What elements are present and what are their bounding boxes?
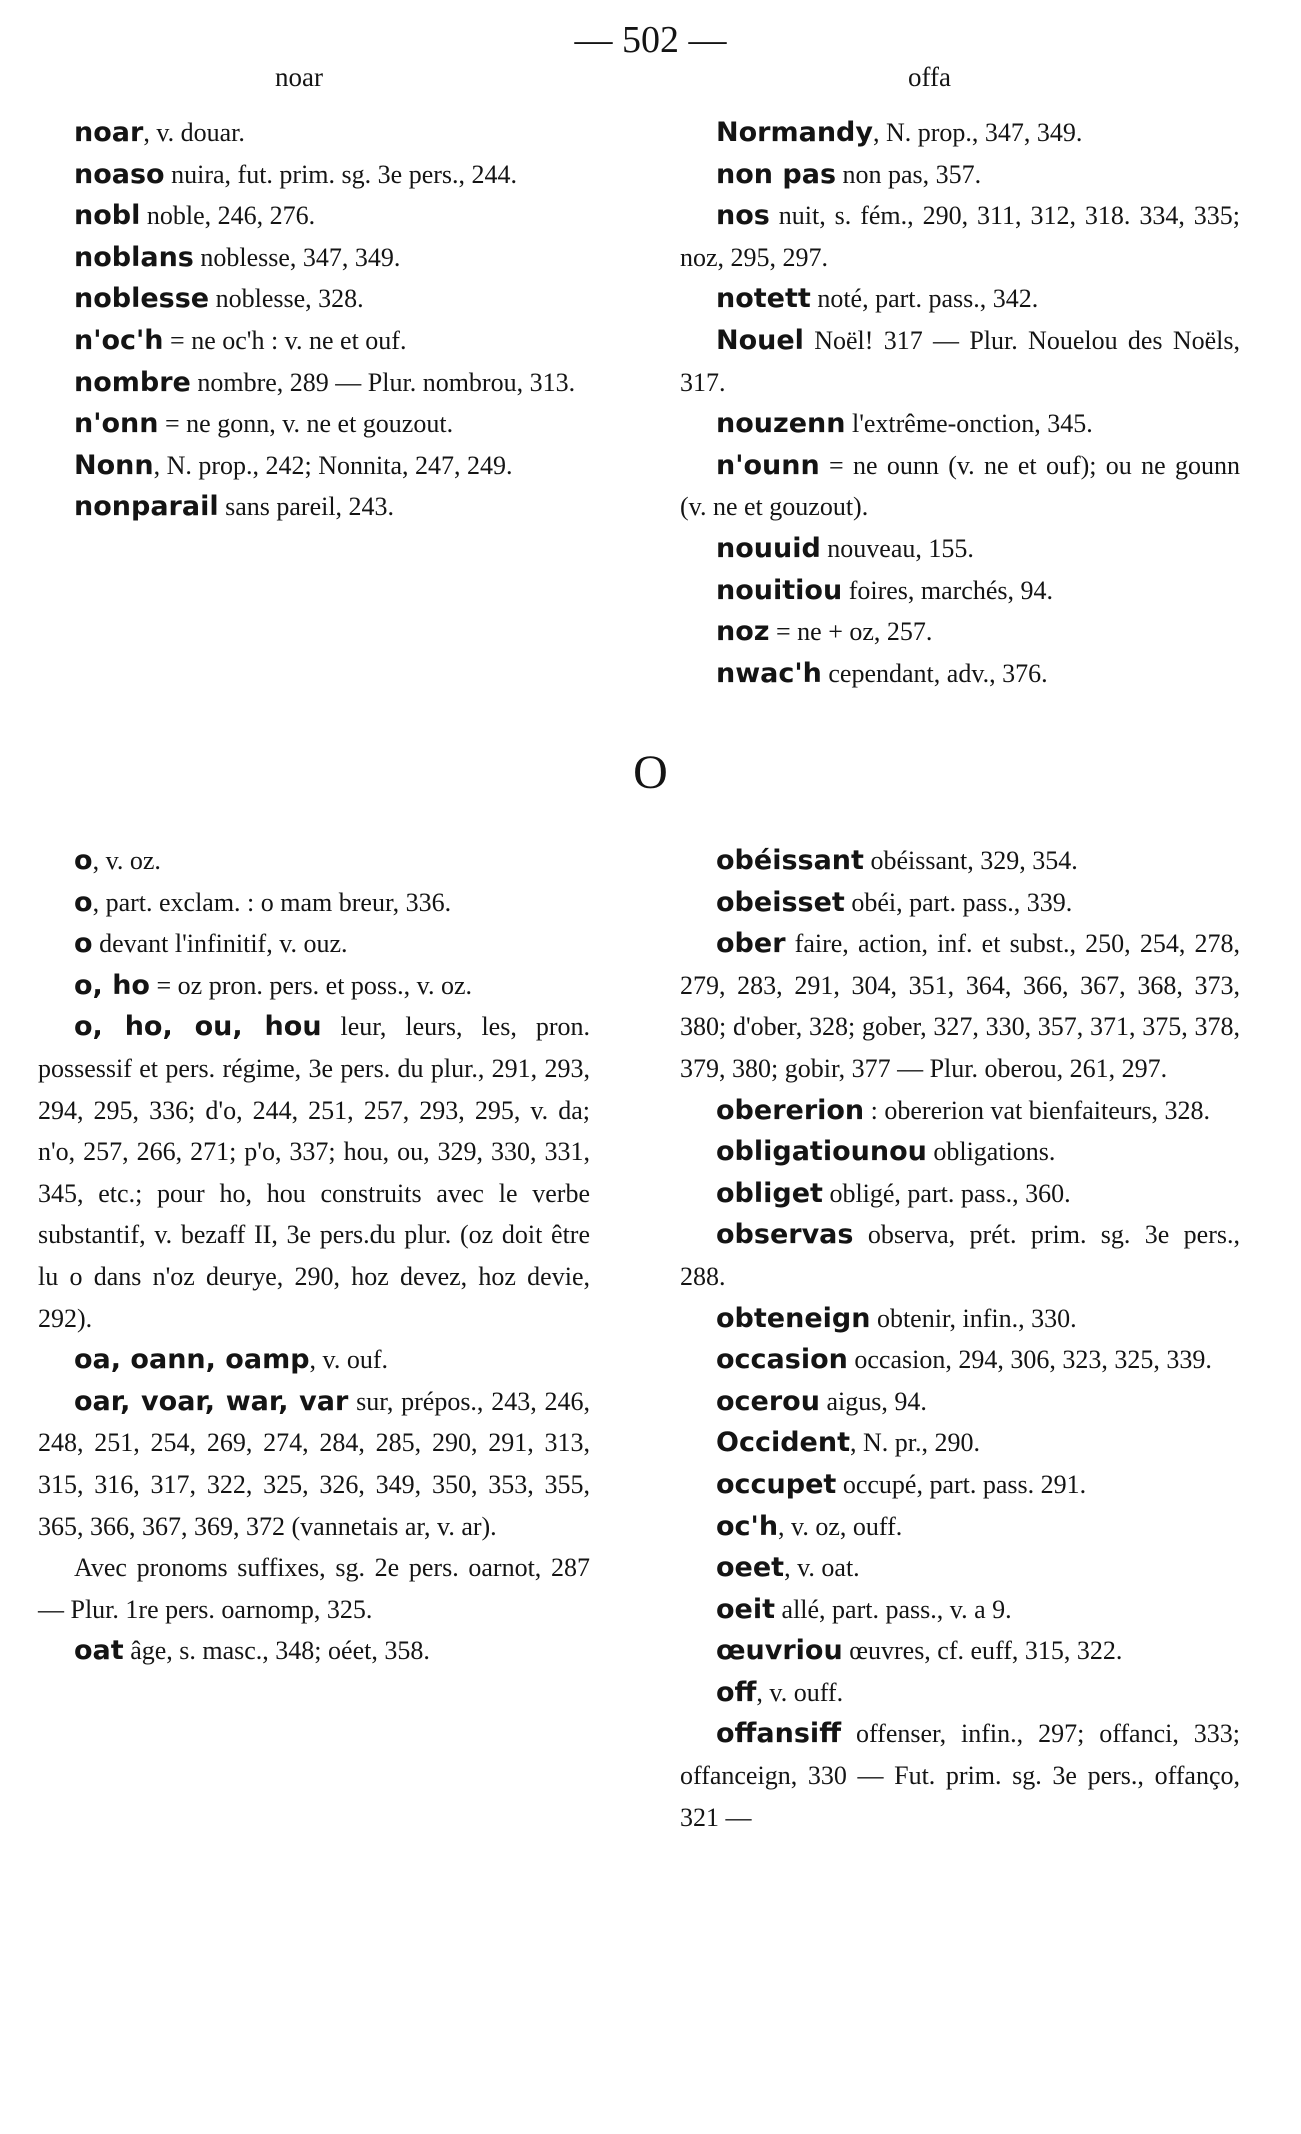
dictionary-entry	[680, 112, 1240, 154]
column-top-left	[38, 112, 590, 528]
entry-definition: aigus, 94.	[819, 1386, 927, 1416]
entry-definition: obéissant, 329, 354.	[863, 846, 1078, 875]
entry-headword: oeit	[716, 1593, 776, 1625]
entry-headword: occasion	[716, 1344, 848, 1376]
entry-definition: , v. oz, ouff.	[778, 1511, 903, 1541]
entry-definition: noté, part. pass., 342.	[810, 284, 1039, 314]
page-number: — 502 —	[574, 19, 727, 61]
dictionary-entry	[38, 237, 590, 279]
running-head-right: offa	[908, 62, 951, 92]
entry-definition: noble, 246, 276.	[140, 201, 316, 231]
entry-definition: noblesse, 347, 349.	[193, 242, 401, 272]
dictionary-entry	[38, 154, 590, 196]
dictionary-entry	[680, 570, 1240, 612]
dictionary-entry	[680, 923, 1240, 1089]
entry-headword: Normandy	[716, 117, 873, 148]
entry-headword: nos	[716, 200, 770, 232]
entry-definition: = ne gonn, v. ne et gouzout.	[158, 409, 454, 439]
entry-headword: obteneign	[716, 1302, 871, 1334]
entry-definition: : obererion vat bienfaiteurs, 328.	[864, 1095, 1211, 1125]
entry-definition: , N. prop., 242; Nonnita, 247, 249.	[153, 450, 513, 480]
entry-headword: oa, oann, oamp	[74, 1344, 310, 1376]
entry-headword: noblans	[74, 241, 194, 273]
dictionary-entry	[680, 403, 1240, 445]
entry-headword: Nouel	[716, 324, 804, 356]
entry-headword: notett	[716, 283, 811, 315]
entry-definition: observa, prét. prim. sg. 3e pers., 288.	[680, 1220, 1240, 1291]
dictionary-entry	[680, 445, 1240, 528]
dictionary-entry	[680, 1298, 1240, 1340]
entry-definition: leur, leurs, les, pron. possessif et pers. régime, 3e pers. du plur., 291, 293, 294, 295, 336; d'o, 244, 251, 257, 293, 295, v. da; n'o, 257, 266, 271; p'o, 337; hou, ou, 329, 330, 331, 345, etc.; pour ho, hou construits avec le verbe substantif, v. bezaff II, 3e pers.du plur. (oz doit être lu o dans n'oz deurye, 290, hoz devez, hoz devie, 292).	[38, 1012, 590, 1333]
entry-headword: noaso	[74, 158, 165, 190]
entry-headword: n'ounn	[716, 449, 820, 481]
dictionary-entry	[680, 1630, 1240, 1672]
entry-definition: offenser, infin., 297; offanci, 333; offanceign, 330 — Fut. prim. sg. 3e pers., offanço, 321 —	[680, 1719, 1240, 1832]
entry-definition: = oz pron. pers. et poss., v. oz.	[149, 970, 473, 1000]
dictionary-entry	[680, 1506, 1240, 1548]
dictionary-entry	[38, 840, 590, 882]
entry-headword: obligatiounou	[716, 1136, 927, 1168]
entry-definition: devant l'infinitif, v. ouz.	[92, 929, 348, 959]
dictionary-entry	[680, 1589, 1240, 1631]
entry-headword: o	[74, 845, 93, 876]
entry-definition: sur, prépos., 243, 246, 248, 251, 254, 269, 274, 284, 285, 290, 291, 313, 315, 316, 317, 322, 325, 326, 349, 350, 353, 355, 365, 366, 367, 369, 372 (vannetais ar, v. ar).	[38, 1386, 590, 1541]
dictionary-entry	[38, 445, 590, 487]
dictionary-entry	[680, 1464, 1240, 1506]
dictionary-entry	[680, 840, 1240, 882]
dictionary-entry	[38, 923, 590, 965]
entry-definition: nombre, 289 — Plur. nombrou, 313.	[190, 367, 576, 397]
dictionary-entry	[38, 1006, 590, 1339]
entry-headword: noblesse	[74, 283, 210, 315]
entry-definition: = ne ounn (v. ne et ouf); ou ne gounn (v. ne et gouzout).	[680, 450, 1240, 522]
entry-headword: off	[716, 1676, 757, 1708]
entry-headword: o, ho, ou, hou	[74, 1011, 322, 1043]
dictionary-entry	[680, 1339, 1240, 1381]
entry-headword: nouzenn	[716, 408, 846, 440]
entry-headword: occupet	[716, 1468, 837, 1500]
entry-definition: Noël! 317 — Plur. Nouelou des Noëls, 317.	[680, 325, 1240, 397]
dictionary-entry	[38, 882, 590, 924]
entry-headword: offansiff	[716, 1718, 842, 1750]
entry-headword: oeet	[716, 1552, 785, 1584]
dictionary-entry	[680, 882, 1240, 924]
entry-definition: , v. oat.	[784, 1553, 860, 1583]
entry-definition: , v. douar.	[143, 118, 245, 147]
dictionary-entry	[680, 1713, 1240, 1838]
entry-definition: = ne oc'h : v. ne et ouf.	[163, 325, 407, 355]
running-head-left: noar	[275, 62, 323, 92]
entry-definition: cependant, adv., 376.	[821, 658, 1048, 688]
entry-definition: , v. ouf.	[309, 1345, 389, 1375]
entry-headword: nonparail	[74, 491, 219, 523]
dictionary-entry	[680, 1131, 1240, 1173]
entry-definition: âge, s. masc., 348; oéet, 358.	[123, 1636, 430, 1666]
entry-headword: nouitiou	[716, 574, 843, 606]
entry-headword: obeisset	[716, 886, 845, 918]
entry-headword: n'oc'h	[74, 324, 164, 356]
entry-definition: l'extrême-onction, 345.	[845, 409, 1093, 439]
dictionary-entry	[680, 320, 1240, 403]
dictionary-entry	[680, 1214, 1240, 1297]
dictionary-entry	[680, 154, 1240, 196]
dictionary-entry	[38, 1381, 590, 1547]
entry-definition: obligé, part. pass., 360.	[822, 1178, 1071, 1208]
entry-definition: obéi, part. pass., 339.	[844, 887, 1073, 917]
entry-definition: allé, part. pass., v. a 9.	[775, 1594, 1012, 1624]
entry-definition: foires, marchés, 94.	[842, 575, 1054, 605]
entry-definition: sans pareil, 243.	[218, 492, 395, 522]
entry-headword: obliget	[716, 1177, 823, 1209]
entry-headword: obéissant	[716, 845, 864, 876]
dictionary-entry	[38, 278, 590, 320]
entry-definition: occasion, 294, 306, 323, 325, 339.	[847, 1345, 1212, 1375]
dictionary-entry	[38, 1630, 590, 1672]
dictionary-entry	[680, 653, 1240, 695]
entry-headword: o, ho	[74, 969, 150, 1001]
entry-headword: o	[74, 928, 93, 960]
entry-headword: nobl	[74, 200, 141, 232]
entry-headword: noar	[74, 117, 144, 148]
entry-headword: non pas	[716, 158, 837, 190]
dictionary-entry	[680, 1422, 1240, 1464]
entry-headword: oar, voar, war, var	[74, 1385, 349, 1417]
entry-definition: , N. pr., 290.	[850, 1428, 980, 1458]
entry-definition: , v. ouff.	[756, 1677, 844, 1707]
entry-definition: nouveau, 155.	[820, 533, 974, 563]
dictionary-entry	[38, 1339, 590, 1381]
column-bottom-left	[38, 840, 590, 1672]
entry-headword: Nonn	[74, 449, 154, 481]
entry-headword: obererion	[716, 1094, 865, 1126]
entry-definition: occupé, part. pass. 291.	[836, 1469, 1087, 1499]
entry-headword: oc'h	[716, 1510, 779, 1542]
dictionary-entry	[680, 528, 1240, 570]
entry-definition: nuit, s. fém., 290, 311, 312, 318. 334, 335; noz, 295, 297.	[680, 201, 1240, 272]
dictionary-entry	[38, 965, 590, 1007]
entry-definition: , v. oz.	[92, 846, 161, 875]
entry-headword: oat	[74, 1635, 124, 1667]
entry-headword: nwac'h	[716, 657, 822, 689]
entry-definition: noblesse, 328.	[209, 284, 364, 314]
entry-definition: faire, action, inf. et subst., 250, 254, 278, 279, 283, 291, 304, 351, 364, 366, 367, 368, 373, 380; d'ober, 328; gober, 327, 330, 357, 371, 375, 378, 379, 380; gobir, 377 — Plur. oberou, 261, 297.	[680, 929, 1240, 1083]
dictionary-entry	[38, 320, 590, 362]
entry-definition: obtenir, infin., 330.	[870, 1303, 1077, 1333]
entry-headword: observas	[716, 1219, 854, 1251]
entry-headword: n'onn	[74, 408, 159, 440]
dictionary-entry	[680, 1672, 1240, 1714]
entry-definition: œuvres, cf. euff, 315, 322.	[842, 1636, 1123, 1666]
dictionary-entry	[38, 362, 590, 404]
entry-definition: = ne + oz, 257.	[769, 617, 933, 647]
entry-definition: non pas, 357.	[836, 159, 982, 189]
dictionary-entry	[38, 195, 590, 237]
entry-headword: nombre	[74, 366, 191, 398]
dictionary-entry	[680, 611, 1240, 653]
dictionary-entry	[680, 195, 1240, 278]
dictionary-entry	[680, 1547, 1240, 1589]
dictionary-entry	[680, 278, 1240, 320]
entry-headword: ober	[716, 928, 786, 960]
column-top-right	[680, 112, 1240, 694]
dictionary-entry	[38, 1547, 590, 1630]
entry-definition: Avec pronoms suffixes, sg. 2e pers. oarnot, 287 — Plur. 1re pers. oarnomp, 325.	[38, 1553, 590, 1624]
entry-headword: ocerou	[716, 1385, 820, 1417]
entry-definition: obligations.	[926, 1137, 1056, 1167]
entry-headword: nouuid	[716, 532, 821, 564]
dictionary-entry	[680, 1090, 1240, 1132]
dictionary-entry	[38, 112, 590, 154]
entry-headword: o	[74, 886, 93, 918]
entry-definition: , part. exclam. : o mam breur, 336.	[92, 887, 452, 917]
entry-definition: nuira, fut. prim. sg. 3e pers., 244.	[164, 159, 518, 189]
section-letter: O	[633, 746, 668, 799]
dictionary-entry	[38, 486, 590, 528]
dictionary-entry	[680, 1381, 1240, 1423]
dictionary-entry	[38, 403, 590, 445]
entry-headword: noz	[716, 616, 770, 648]
entry-definition: , N. prop., 347, 349.	[872, 118, 1083, 147]
dictionary-entry	[680, 1173, 1240, 1215]
column-bottom-right	[680, 840, 1240, 1838]
entry-headword: œuvriou	[716, 1635, 843, 1667]
entry-headword: Occident	[716, 1427, 850, 1459]
